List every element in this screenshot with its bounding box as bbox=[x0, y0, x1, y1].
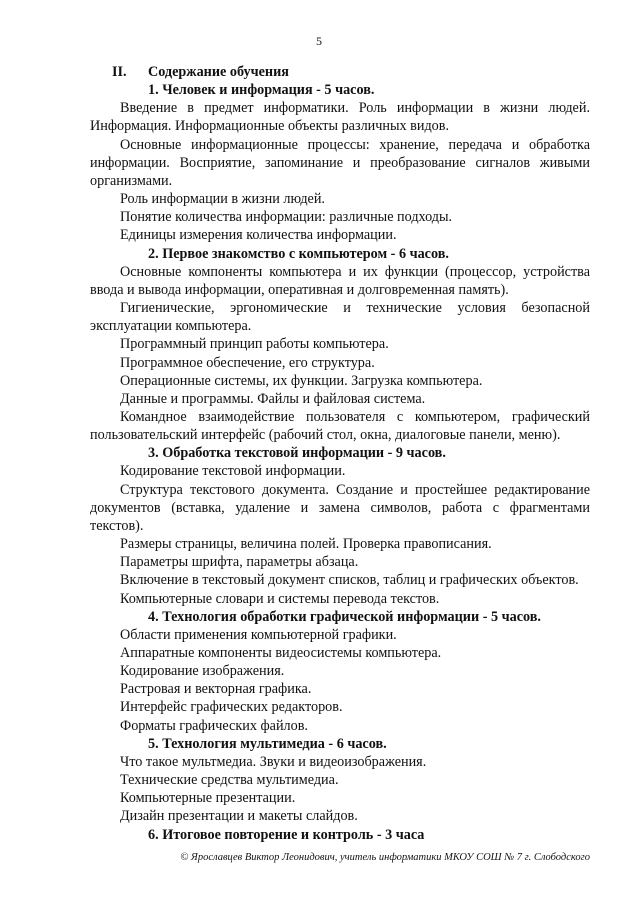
paragraph: Что такое мультмедиа. Звуки и видеоизображения. bbox=[120, 753, 427, 770]
paragraph: Операционные системы, их функции. Загрузка компьютера. bbox=[120, 372, 483, 389]
paragraph: Технические средства мультимедиа. bbox=[120, 772, 339, 789]
section-number: II. bbox=[112, 64, 127, 80]
paragraph: Компьютерные словари и системы перевода текстов. bbox=[120, 590, 440, 607]
paragraph: Основные информационные процессы: хранение, передача и обработка информации. Восприятие, запоминание и преобразование сигналов живыми организмами. bbox=[90, 136, 590, 189]
paragraph: Дизайн презентации и макеты слайдов. bbox=[120, 808, 358, 825]
footer-note: © Ярославцев Виктор Леонидович, учитель информатики МКОУ СОШ № 7 г. Слободского bbox=[180, 852, 590, 863]
paragraph: Командное взаимодействие пользователя с компьютером, графический пользовательский интерфейс (рабочий стол, окна, диалоговые панели, меню). bbox=[90, 408, 590, 444]
paragraph: Единицы измерения количества информации. bbox=[120, 227, 397, 244]
paragraph: Кодирование изображения. bbox=[120, 663, 285, 680]
topic-heading: 6. Итоговое повторение и контроль - 3 часа bbox=[148, 826, 425, 843]
paragraph: Понятие количества информации: различные подходы. bbox=[120, 209, 453, 226]
paragraph: Программный принцип работы компьютера. bbox=[120, 336, 389, 353]
topic-heading: 2. Первое знакомство с компьютером - 6 часов. bbox=[148, 245, 449, 262]
section-title: Содержание обучения bbox=[148, 64, 289, 80]
paragraph: Программное обеспечение, его структура. bbox=[120, 354, 375, 371]
paragraph: Данные и программы. Файлы и файловая система. bbox=[120, 390, 426, 407]
paragraph: Размеры страницы, величина полей. Проверка правописания. bbox=[120, 536, 492, 553]
paragraph: Области применения компьютерной графики. bbox=[120, 626, 397, 643]
content-blocks bbox=[90, 81, 590, 844]
section-heading bbox=[90, 63, 590, 81]
paragraph: Роль информации в жизни людей. bbox=[120, 191, 325, 208]
paragraph: Гигиенические, эргономические и технические условия безопасной эксплуатации компьютера. bbox=[90, 300, 590, 335]
paragraph: Основные компоненты компьютера и их функции (процессор, устройства ввода и вывода информации, оперативная и долговременная память). bbox=[90, 263, 590, 298]
paragraph: Растровая и векторная графика. bbox=[120, 681, 312, 698]
paragraph: Аппаратные компоненты видеосистемы компьютера. bbox=[120, 645, 442, 661]
paragraph: Форматы графических файлов. bbox=[120, 717, 308, 734]
paragraph: Параметры шрифта, параметры абзаца. bbox=[120, 554, 359, 571]
paragraph: Введение в предмет информатики. Роль информации в жизни людей. Информация. Информационные объекты различных видов. bbox=[90, 100, 590, 135]
paragraph: Компьютерные презентации. bbox=[120, 790, 296, 807]
paragraph: Включение в текстовый документ списков, таблиц и графических объектов. bbox=[120, 572, 579, 589]
topic-heading: 5. Технология мультимедиа - 6 часов. bbox=[148, 735, 387, 752]
topic-heading: 4. Технология обработки графической информации - 5 часов. bbox=[148, 608, 541, 625]
topic-heading: 1. Человек и информация - 5 часов. bbox=[148, 82, 375, 99]
page-number: 5 bbox=[316, 34, 322, 48]
page-content bbox=[90, 63, 590, 844]
topic-heading: 3. Обработка текстовой информации - 9 часов. bbox=[148, 445, 446, 462]
paragraph: Кодирование текстовой информации. bbox=[120, 463, 346, 480]
paragraph: Интерфейс графических редакторов. bbox=[120, 699, 343, 716]
paragraph: Структура текстового документа. Создание и простейшее редактирование документов (вставка, удаление и замена символов, работа с фрагментами текстов). bbox=[90, 481, 590, 534]
